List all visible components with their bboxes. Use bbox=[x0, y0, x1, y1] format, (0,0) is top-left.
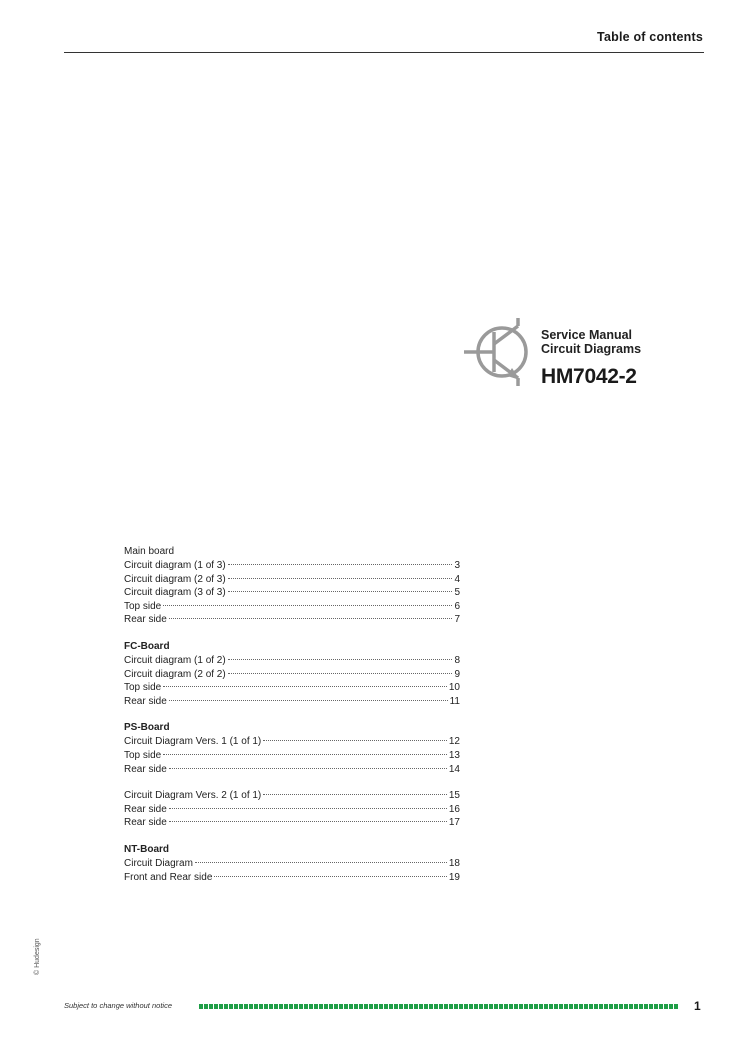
circuit-diagrams-label: Circuit Diagrams bbox=[541, 342, 642, 356]
toc-entry-label: Top side bbox=[124, 749, 162, 761]
toc-entry[interactable] bbox=[124, 559, 460, 573]
toc-entry-label: Circuit diagram (3 of 3) bbox=[124, 587, 226, 599]
toc-dot-leader bbox=[163, 686, 447, 687]
toc-entry-label: Top side bbox=[124, 600, 162, 612]
toc-entry[interactable] bbox=[124, 789, 460, 803]
toc-entry[interactable] bbox=[124, 749, 460, 763]
toc-entry-page: 4 bbox=[454, 573, 460, 585]
toc-entry[interactable] bbox=[124, 668, 460, 682]
toc-dot-leader bbox=[214, 876, 446, 877]
toc-entry[interactable] bbox=[124, 735, 460, 749]
toc-entry-page: 16 bbox=[448, 803, 460, 815]
toc-entry[interactable] bbox=[124, 573, 460, 587]
header-rule bbox=[64, 52, 704, 53]
toc-entry[interactable] bbox=[124, 763, 460, 777]
toc-entry[interactable] bbox=[124, 695, 460, 709]
toc-dot-leader bbox=[228, 673, 453, 674]
toc-entry-page: 8 bbox=[454, 654, 460, 666]
toc-entry-page: 17 bbox=[448, 817, 460, 829]
toc-dot-leader bbox=[169, 808, 447, 809]
toc-dot-leader bbox=[263, 794, 447, 795]
toc-entry-label: Circuit Diagram bbox=[124, 857, 193, 869]
toc-entry-label: Circuit diagram (2 of 2) bbox=[124, 668, 226, 680]
toc-section-title: NT-Board bbox=[124, 843, 169, 855]
service-manual-label: Service Manual bbox=[541, 328, 633, 342]
toc-entry-label: Circuit diagram (1 of 2) bbox=[124, 654, 226, 666]
page-number: 1 bbox=[694, 999, 701, 1013]
toc-section bbox=[124, 721, 460, 776]
toc-entry-page: 15 bbox=[448, 790, 460, 802]
toc-entry[interactable] bbox=[124, 871, 460, 885]
toc-entry-label: Circuit Diagram Vers. 2 (1 of 1) bbox=[124, 790, 262, 802]
footer-bar bbox=[199, 1004, 679, 1009]
toc-entry-page: 13 bbox=[448, 749, 460, 761]
toc-entry-page: 3 bbox=[454, 560, 460, 571]
toc-dot-leader bbox=[169, 700, 448, 701]
toc-section bbox=[124, 789, 460, 830]
toc-entry-label: Front and Rear side bbox=[124, 871, 213, 883]
toc-section-title: FC-Board bbox=[124, 640, 170, 652]
toc-dot-leader bbox=[228, 564, 453, 565]
toc-entry-page: 5 bbox=[454, 587, 460, 599]
toc-dot-leader bbox=[228, 578, 453, 579]
toc-entry[interactable] bbox=[124, 586, 460, 600]
toc-dot-leader bbox=[263, 740, 447, 741]
toc-dot-leader bbox=[169, 618, 453, 619]
toc-entry-label: Rear side bbox=[124, 695, 167, 707]
toc-entry-page: 12 bbox=[448, 736, 460, 748]
toc-entry-label: Circuit Diagram Vers. 1 (1 of 1) bbox=[124, 736, 262, 748]
toc-dot-leader bbox=[195, 862, 447, 863]
toc-entry-label: Rear side bbox=[124, 614, 167, 626]
toc-entry[interactable] bbox=[124, 803, 460, 817]
toc-dot-leader bbox=[228, 591, 453, 592]
toc-entry-page: 7 bbox=[454, 614, 460, 626]
toc-entry-page: 10 bbox=[448, 682, 460, 694]
toc-entry[interactable] bbox=[124, 613, 460, 627]
toc-dot-leader bbox=[228, 659, 453, 660]
footer-note: Subject to change without notice bbox=[64, 1001, 172, 1010]
toc-section bbox=[124, 843, 460, 884]
toc-entry-label: Rear side bbox=[124, 763, 167, 775]
toc-entry-page: 14 bbox=[448, 763, 460, 775]
toc-entry[interactable] bbox=[124, 600, 460, 614]
toc-entry-page: 18 bbox=[448, 857, 460, 869]
toc-entry-page: 9 bbox=[454, 668, 460, 680]
toc-entry-label: Circuit diagram (2 of 3) bbox=[124, 573, 226, 585]
side-copyright: © Hudesign bbox=[34, 938, 41, 975]
toc-entry[interactable] bbox=[124, 816, 460, 830]
table-of-contents bbox=[124, 545, 460, 897]
toc-section bbox=[124, 640, 460, 708]
toc-dot-leader bbox=[169, 768, 447, 769]
toc-entry-label: Circuit diagram (1 of 3) bbox=[124, 560, 226, 571]
toc-entry-label: Rear side bbox=[124, 803, 167, 815]
toc-section-title: Main board bbox=[124, 546, 175, 557]
toc-section bbox=[124, 545, 460, 627]
toc-entry-page: 11 bbox=[449, 695, 460, 707]
toc-dot-leader bbox=[163, 605, 452, 606]
toc-entry-page: 6 bbox=[454, 600, 460, 612]
model-title: HM7042-2 bbox=[541, 365, 637, 388]
toc-dot-leader bbox=[169, 821, 447, 822]
toc-dot-leader bbox=[163, 754, 447, 755]
toc-entry-label: Top side bbox=[124, 682, 162, 694]
toc-entry[interactable] bbox=[124, 654, 460, 668]
toc-entry[interactable] bbox=[124, 857, 460, 871]
title-block bbox=[541, 328, 641, 389]
toc-entry-page: 19 bbox=[448, 871, 460, 883]
toc-entry[interactable] bbox=[124, 681, 460, 695]
page-header-title: Table of contents bbox=[597, 30, 703, 44]
toc-entry-label: Rear side bbox=[124, 817, 167, 829]
transistor-logo-icon bbox=[464, 318, 534, 386]
toc-section-title: PS-Board bbox=[124, 722, 170, 734]
